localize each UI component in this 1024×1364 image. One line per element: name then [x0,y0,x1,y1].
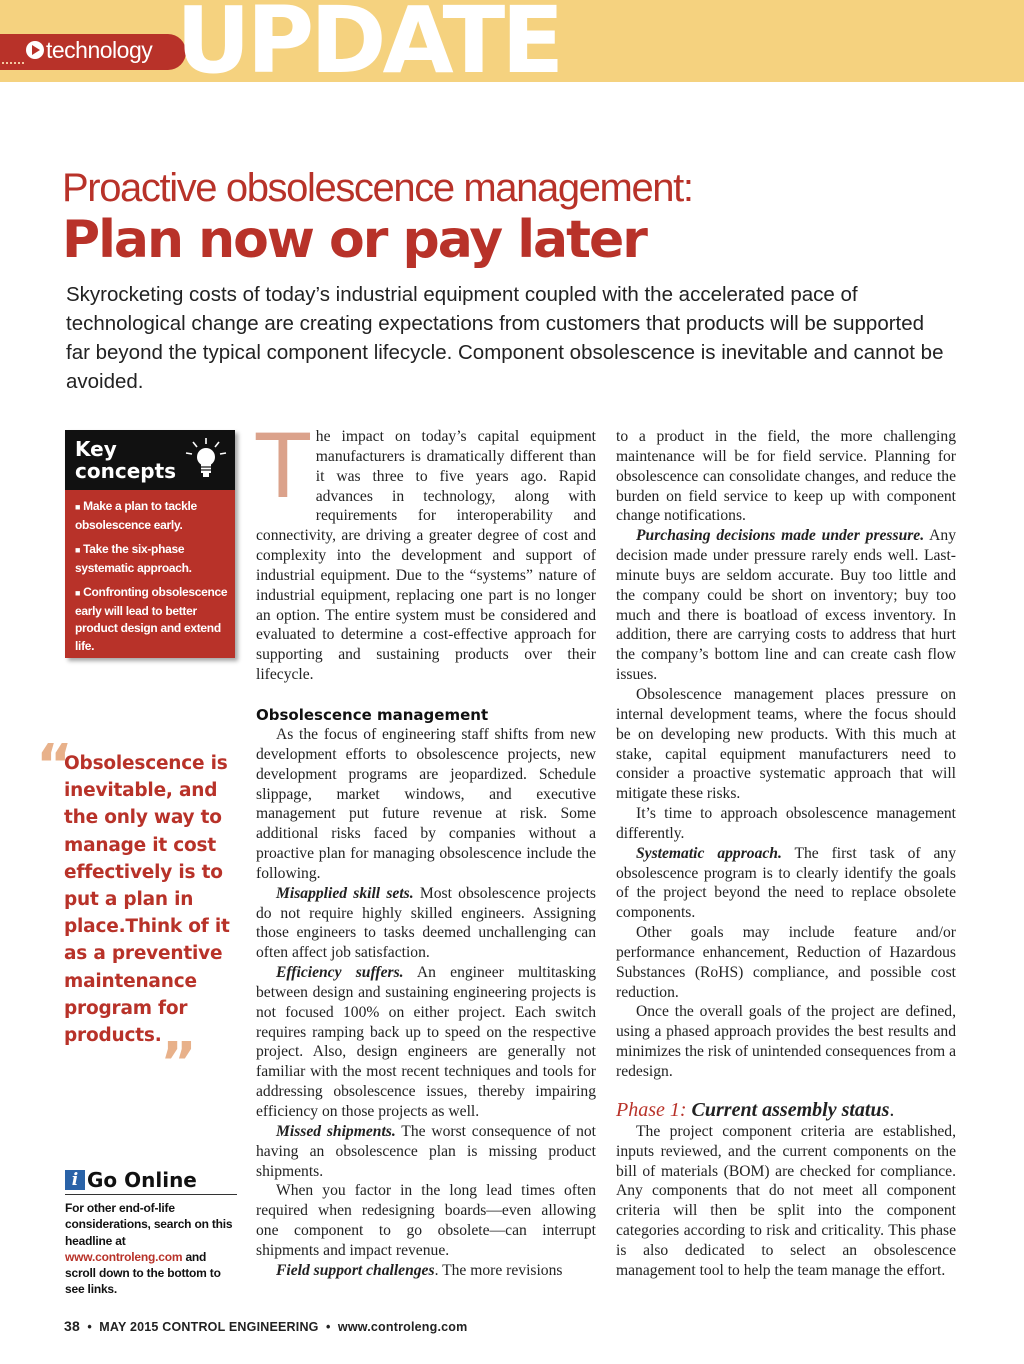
body-paragraph: Obsolescence management places pressure on internal development teams, where the focus should be on developing new products. With this much at stake, capital equipment manufacturers need to consider a proactive systematic approach that will mitigate these risks. [616,685,956,803]
update-wordmark: UPDATE [176,0,561,82]
paragraph-lead: Missed shipments. [276,1122,396,1140]
phase-title: Current assembly status [686,1098,890,1121]
key-concept-item: ■ Confronting obsolescence early will lead to better product design and extend life. [75,584,231,655]
body-paragraph [256,1261,596,1281]
body-paragraph: Once the overall goals of the project are defined, using a phased approach provides the best results and minimizes the risk of unintended consequences from a redesign. [616,1003,956,1080]
page-number: 38 [64,1318,80,1334]
issue-label: MAY 2015 CONTROL ENGINEERING [99,1320,319,1334]
paragraph-lead: Field support challenges [276,1261,435,1279]
key-concept-item: ■ Make a plan to tackle obsolescence early. [75,498,231,534]
go-online-label: Go Online [87,1168,197,1192]
close-quote-mark: ” [160,1031,197,1096]
paragraph-text: he impact on today’s capital equipment manufacturers is dramatically different than it was three to five years ago. Rapid advances in technology, along with requirements for interoperability and connectivity, are driving a greater degree of cost and complexity into the development and support of industrial equipment. Due to the “systems” nature of industrial equipment, replacing one part is no longer an option. The entire system must be considered and evaluated to determine a cost-effective approach for supporting and sustaining products over their lifecycle. [256,428,596,684]
body-paragraph: The project component criteria are established, inputs reviewed, and the current components on the bill of materials (BOM) are checked for compliance. Any components that do not meet all component criteria will then be split into the component categories according to risk and criticality. This phase is also dedicated to select an obsolescence management tool to help the team manage the effort. [616,1122,956,1279]
body-paragraph [256,1122,596,1182]
open-quote-mark: “ [36,733,73,798]
paragraph-text: The worst consequence of not having an obsolescence plan is missing product shipments. [256,1122,596,1180]
phase-heading [616,1098,956,1122]
body-paragraph [256,415,596,685]
paragraph-lead: Misapplied skill sets. [276,884,414,902]
body-paragraph [256,963,596,1122]
key-concepts-box [65,430,235,658]
key-concept-item: ■ Take the six-phase systematic approach. [75,541,231,577]
body-column-1 [256,415,597,1281]
go-online-text-after: and scroll down to the bottom to see links. [65,1249,221,1297]
paragraph-text: Most obsolescence projects do not require highly skilled engineers. Assigning those engineers to tasks deemed unchallenging can often affect job satisfaction. [256,884,596,962]
dotted-rule [2,62,24,64]
body-paragraph: When you factor in the long lead times often required when redesigning boards—even allowing one component to go obsolete—can interrupt shipments and impact revenue. [256,1182,596,1259]
body-paragraph: As the focus of engineering staff shifts from new development efforts to obsolescence projects, new development programs are jeopardized. Schedule slippage, market windows, and executive management put future revenue at risk. Some additional risks faced by companies without a proactive plan for managing obsolescence include the following. [256,725,596,882]
page-footer [64,1318,467,1334]
paragraph-text: The first task of any obsolescence program is to clearly identify the goals of the project beyond the need to replace obsolete components. [616,844,956,922]
body-paragraph: Other goals may include feature and/or performance enhancement, Reduction of Hazardous Substances (RoHS) compliance, and possible cost reduction. [616,924,956,1001]
lightbulb-icon [183,436,229,486]
paragraph-lead: Systematic approach. [636,844,782,862]
go-online-text [65,1200,240,1298]
go-online-heading [65,1168,237,1195]
info-icon: i [65,1170,85,1190]
go-online-text-before: For other end-of-life considerations, search on this headline at [65,1201,233,1248]
go-online-link[interactable]: www.controleng.com [65,1249,183,1264]
key-concepts-list [75,498,231,662]
key-concepts-header [65,430,235,490]
body-paragraph: It’s time to approach obsolescence management differently. [616,805,956,842]
footer-separator: • [325,1320,331,1334]
arrow-circle-icon [26,41,44,59]
paragraph-text: An engineer multitasking between design and sustaining engineering projects is not focused 100% on either project. Each switch requires ramping back up to speed on the respective project. Also, design engineers are generally not familiar with the most recent techniques and tools for addressing obsolescence issues, thereby impairing efficiency on those projects as well. [256,964,597,1120]
paragraph-lead: Purchasing decisions made under pressure. [636,527,925,545]
phase-period: . [889,1098,895,1121]
article-headline: Plan now or pay later [62,210,646,270]
body-paragraph: to a product in the field, the more challenging maintenance will be for field service. Planning for obsolescence can consolidate changes, and reduce the burden on field service to keep up with component change notifications. [616,428,956,525]
body-paragraph [616,844,956,923]
footer-separator: • [87,1320,92,1334]
body-paragraph [256,884,596,963]
phase-number: Phase 1: [616,1098,687,1121]
paragraph-text: . The more revisions [434,1261,563,1279]
article-kicker: Proactive obsolescence management: [62,166,693,210]
article-deck: Skyrocketing costs of today’s industrial equipment coupled with the accelerated pace of technological change are creating expectations from customers that products will be supported far beyond the typical component lifecycle. Component obsolescence is inevitable and cannot be avoided. [66,283,944,393]
drop-cap: T [256,415,310,518]
key-concepts-title: Key concepts [75,437,177,483]
body-column-2 [616,427,956,1281]
pull-quote: Obsolescence is inevitable, and the only way to manage it cost effectively is to put a plan in place.Think of it as a preventive maintenance program for products. [64,753,230,1047]
section-tab [0,34,186,70]
body-paragraph [616,526,956,685]
paragraph-text: Any decision made under pressure rarely ends well. Last-minute buys are seldom accurate. Buy too little and the company could be short on inventory; buy too much and there is boatload of excess inventory. In addition, there are carrying costs to address that hurt the company’s bottom line and can create cash flow issues. [616,527,956,684]
section-label: technology [46,37,153,63]
footer-website[interactable]: www.controleng.com [337,1320,468,1334]
paragraph-lead: Efficiency suffers. [276,964,404,982]
subhead: Obsolescence management [256,705,489,724]
